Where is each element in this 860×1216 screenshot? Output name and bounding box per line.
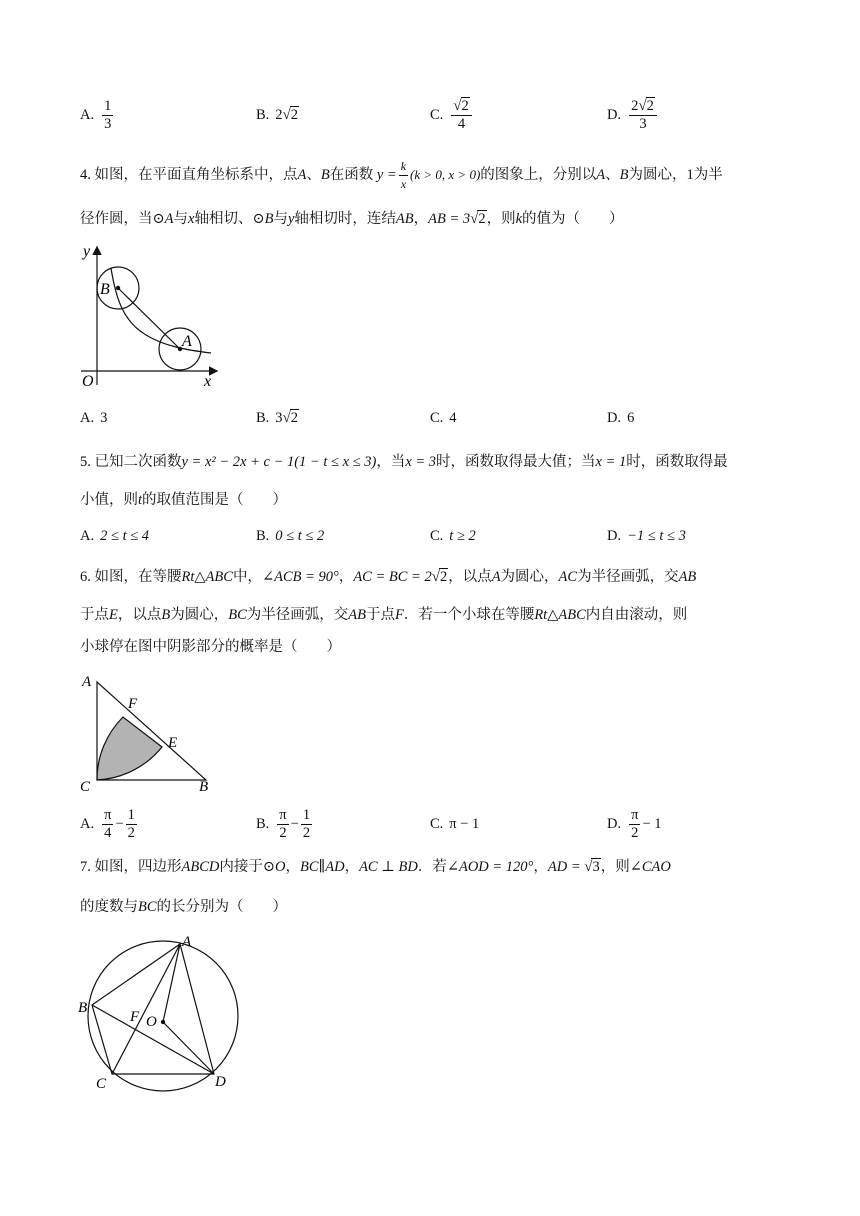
fraction: $\frac{1}{3}$ (104, 97, 112, 132)
q4-options (80, 398, 780, 438)
label-a: A (82, 674, 92, 690)
label-f: F (128, 696, 138, 712)
q6-line-1: 6. 如图，在等腰Rt△ABC中，∠ACB = 90°，AC = BC = 2√2，以点A为圆心，AC为半径画弧，交AB (80, 569, 697, 585)
label-c: C (96, 1076, 107, 1092)
q4-option-c: C. 4 (430, 409, 457, 426)
fraction: $\frac{2√2}{3}$ (629, 98, 657, 133)
sqrt-sign: √ (282, 106, 291, 123)
q5-option-a: A. 2 ≤ t ≤ 4 (80, 527, 150, 544)
label-x: x (204, 373, 212, 390)
label-c: C (80, 779, 91, 795)
q4-figure (76, 240, 226, 390)
q4-line-2: 径作圆，当⊙A与x轴相切、⊙B与y轴相切时，连结AB，AB = 3√2，则k的值为（ ） (80, 211, 624, 227)
q6-figure (76, 668, 226, 796)
q3-option-b: B. 2 √ 2 (256, 106, 299, 123)
q3-option-d: D. $\frac{2√2}{3}$ (607, 95, 659, 135)
q5-option-b: B. 0 ≤ t ≤ 2 (256, 527, 325, 544)
label-y: y (83, 243, 91, 260)
q5-option-c: C. t ≥ 2 (430, 527, 476, 544)
q3-option-a: A. $\frac{1}{3}$ (80, 97, 112, 132)
label-b: B (100, 281, 110, 298)
label-f: F (130, 1009, 140, 1025)
segment-ao (163, 944, 180, 1022)
q7-figure (74, 930, 254, 1095)
q5-options (80, 516, 780, 556)
q5-line-1: 5. 已知二次函数y = x² − 2x + c − 1(1 − t ≤ x ≤ 3)，当x = 3时，函数取得最大值；当x = 1时，函数取得最 (80, 454, 728, 470)
label-a: A (182, 333, 192, 350)
q6-option-b: B. $\frac{\pi}{2}$ − $\frac{1}{2}$ (256, 806, 311, 841)
label-d: D (215, 1074, 226, 1090)
label-b: B (199, 779, 209, 795)
label-a: A (182, 934, 192, 950)
label-o: O (146, 1014, 157, 1030)
fraction: $\frac{√2}{4}$ (451, 98, 471, 133)
label-e: E (168, 735, 178, 751)
segment-od (163, 1022, 214, 1074)
q3-option-c: C. $\frac{√2}{4}$ (430, 95, 474, 135)
q6-options (80, 804, 780, 844)
q6-option-d: D. $\frac{\pi}{2}$ − 1 (607, 806, 662, 841)
q4-option-b: B. 3 √ 2 (256, 409, 299, 426)
q4-option-a: A. 3 (80, 409, 108, 426)
q3-options (80, 95, 780, 135)
label-b: B (78, 1000, 88, 1016)
q4-option-d: D. 6 (607, 409, 635, 426)
shaded-region (97, 717, 162, 780)
q6-line-2: 于点E，以点B为圆心，BC为半径画弧，交AB于点F．若一个小球在等腰Rt△ABC内自由滚动，则 (80, 607, 688, 623)
q6-option-c: C. π − 1 (430, 815, 480, 832)
q5-option-d: D. −1 ≤ t ≤ 3 (607, 527, 686, 544)
diagonal-ac (112, 944, 180, 1074)
q4-line-1: 4. 如图，在平面直角坐标系中，点A、B在函数 y = $\frac{k}{x}$ (k > 0, x > 0)的图象上，分别以A、B为圆心，1为半 (80, 159, 723, 191)
label-o: O (82, 373, 94, 390)
q6-line-3: 小球停在图中阴影部分的概率是（ ） (80, 639, 341, 655)
q7-line-2: 的度数与BC的长分别为（ ） (80, 899, 288, 915)
q5-line-2: 小值，则t的取值范围是（ ） (80, 492, 288, 508)
q6-option-a: A. $\frac{\pi}{4}$ − $\frac{1}{2}$ (80, 806, 135, 841)
q7-line-1: 7. 如图，四边形ABCD内接于⊙O，BC∥AD，AC ⊥ BD．若∠AOD = 120°，AD = √3，则∠CAO (80, 859, 671, 875)
